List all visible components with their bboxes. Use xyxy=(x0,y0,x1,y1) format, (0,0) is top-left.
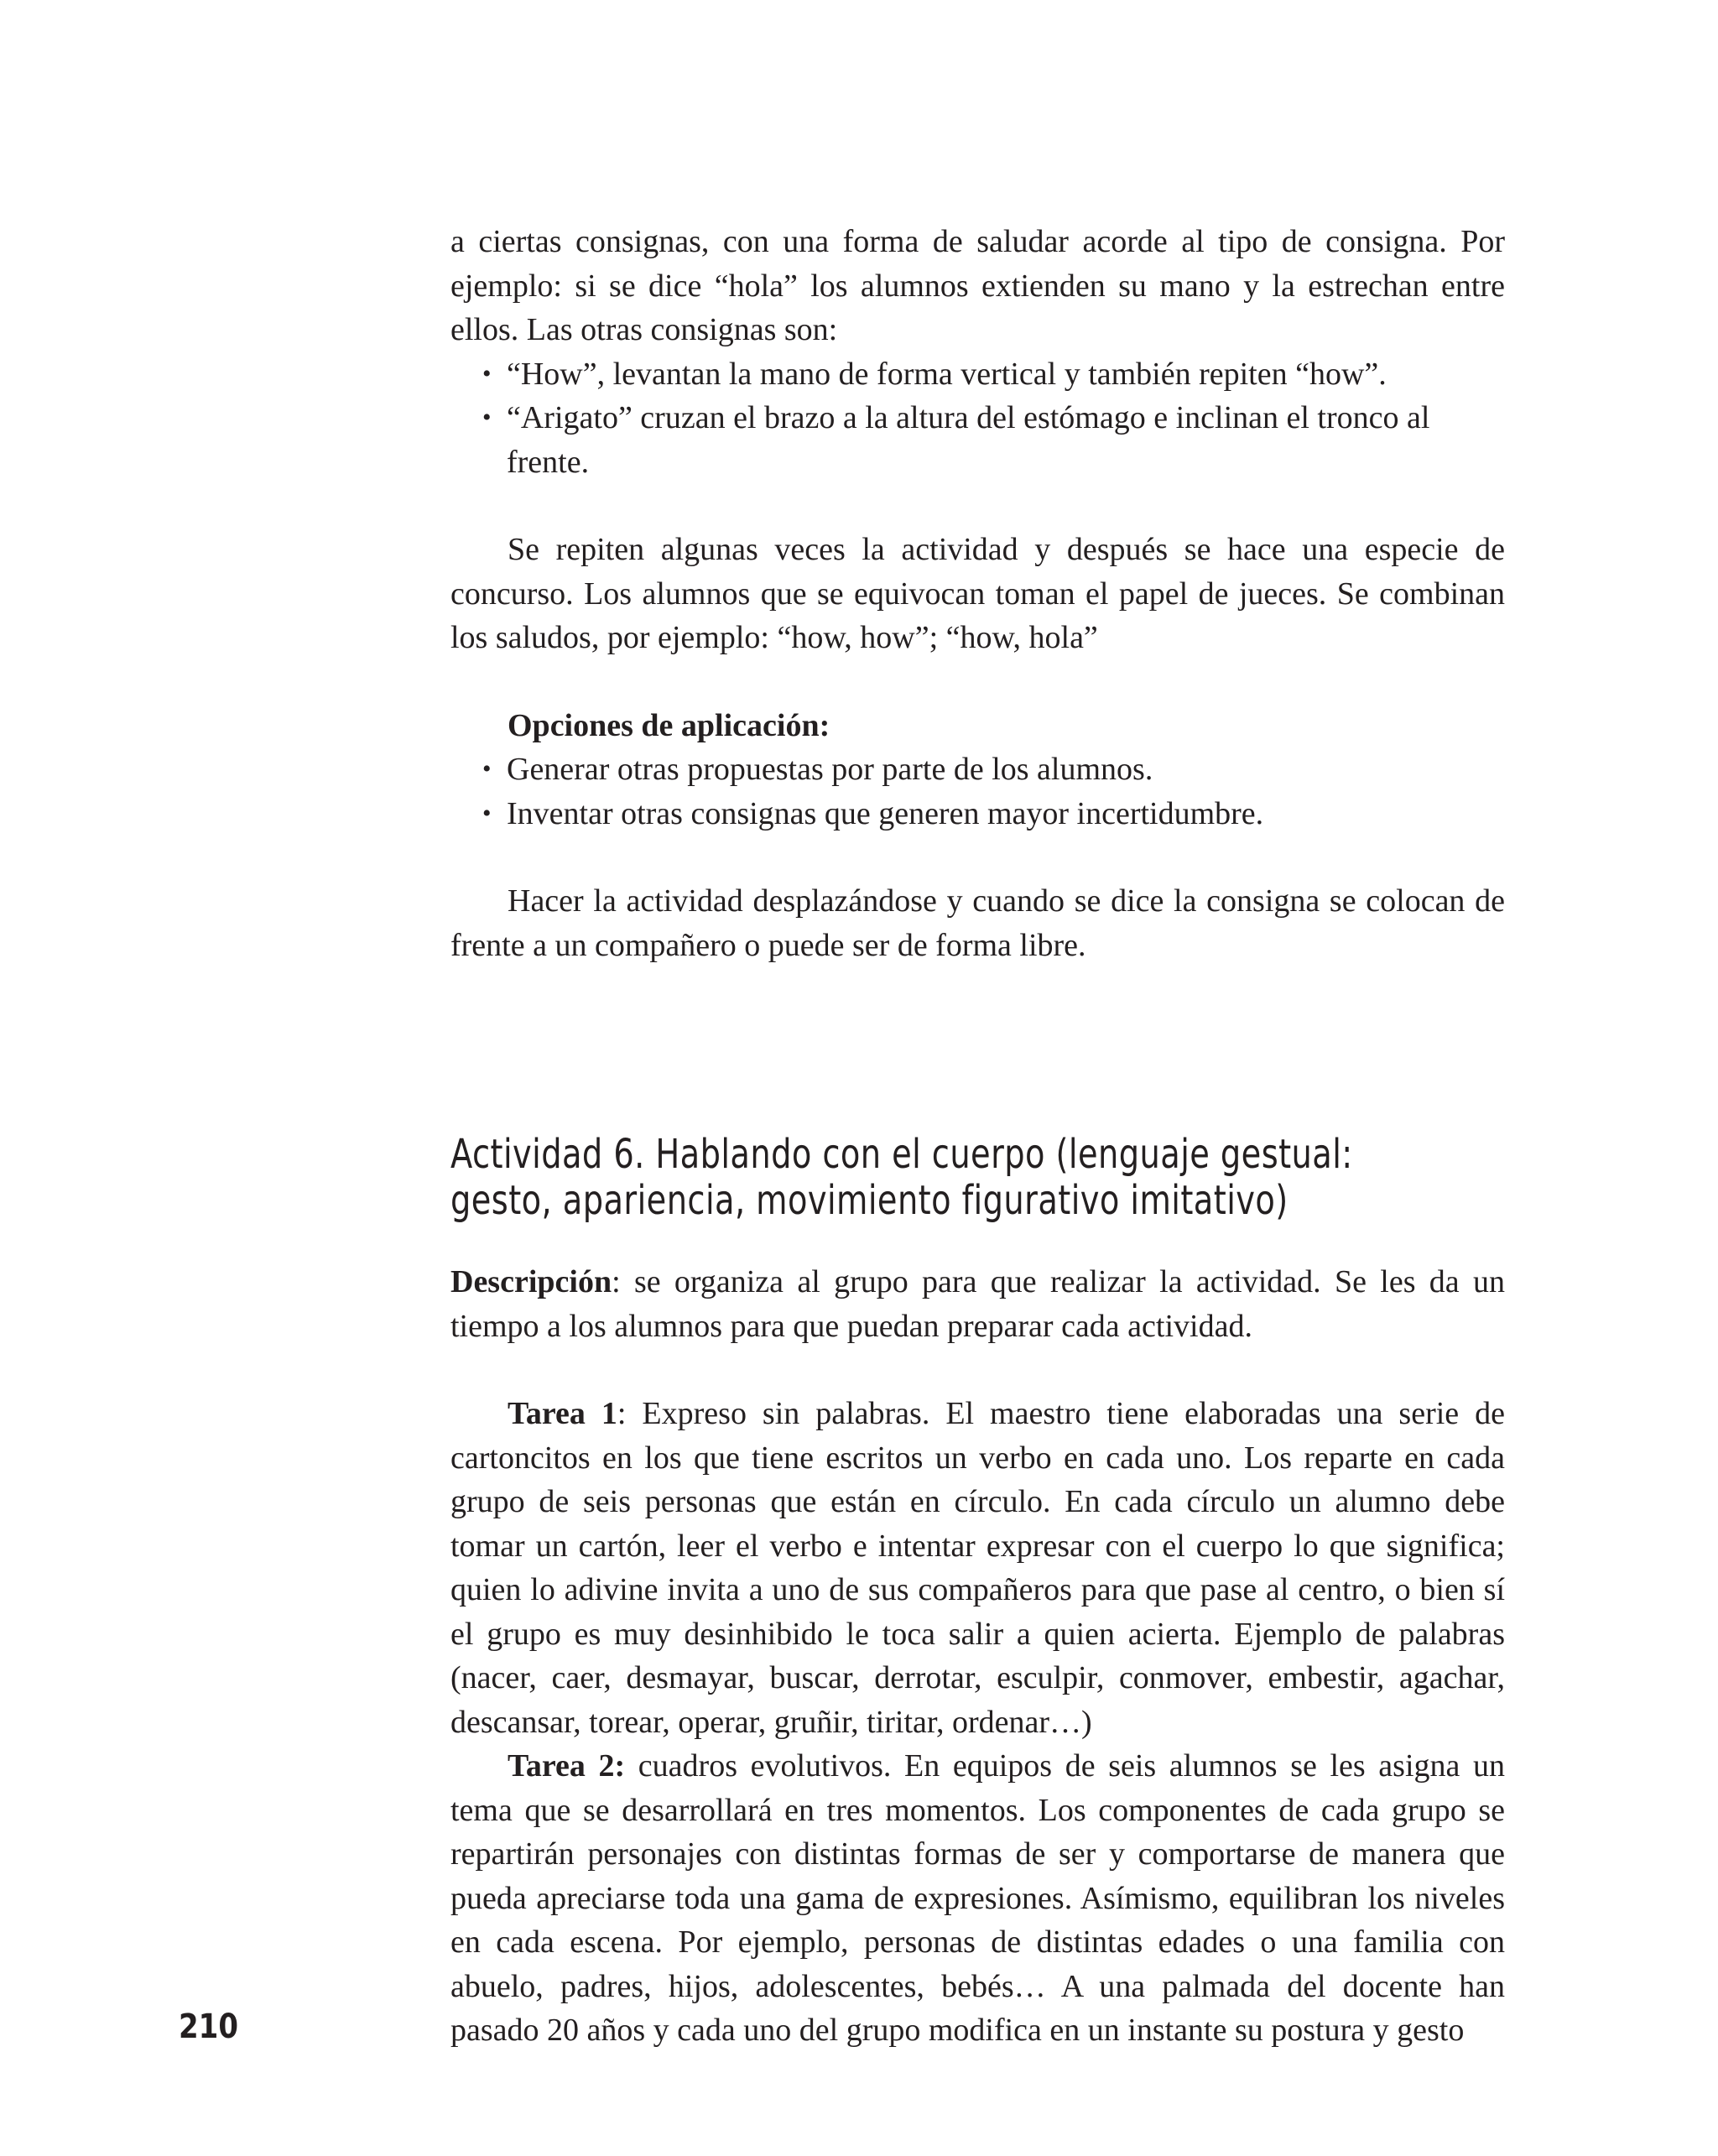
description-text: : se organiza al grupo para que realizar la actividad. Se les da un tiempo a los alumnos para que puedan preparar cada actividad. xyxy=(450,1264,1505,1344)
task1-text: : Expreso sin palabras. El maestro tiene elaboradas una serie de cartoncitos en los que tiene escritos un verbo en cada uno. Los reparte en cada grupo de seis personas que están en círculo. En cada círculo un alumno debe tomar un cartón, leer el verbo e intentar expresar con el cuerpo lo que significa; quien lo adivine invita a uno de sus compañeros para que pase al centro, o bien sí el grupo es muy desinhibido le toca salir a quien acierta. Ejemplo de palabras (nacer, caer, desmayar, buscar, derrotar, esculpir, conmover, embestir, agachar, descansar, torear, operar, gruñir, tiritar, ordenar…) xyxy=(450,1396,1506,1740)
bullet-icon: • xyxy=(482,755,492,783)
repeat-paragraph: Se repiten algunas veces la actividad y después se hace una especie de concurso. Los alumnos que se equivocan toman el papel de jueces. Se combinan los saludos, por ejemplo: “how, how”; “how, hola” xyxy=(450,532,1505,655)
greeting-bullet-item xyxy=(482,396,1505,484)
page-body xyxy=(450,220,1505,2053)
task2-text: cuadros evolutivos. En equipos de seis alumnos se les asigna un tema que se desarrollará en tres momentos. Los componentes de cada grupo se repartirán personajes con distintas formas de ser y comportarse de manera que pueda apreciarse toda una gama de expresiones. Asímismo, equilibran los niveles en cada escena. Por ejemplo, personas de distintas edades o una familia con abuelo, padres, hijos, adolescentes, bebés… A una palmada del docente han pasado 20 años y cada uno del grupo modifica en un instante su postura y gesto xyxy=(450,1748,1505,2048)
bullet-icon: • xyxy=(482,359,492,388)
page-number: 210 xyxy=(179,2008,238,2046)
greeting-bullet-text: “How”, levantan la mano de forma vertical y también repiten “how”. xyxy=(507,356,1387,392)
bullet-icon: • xyxy=(482,404,492,431)
greeting-bullet-text: “Arigato” cruzan el brazo a la altura del estómago e inclinan el tronco al frente. xyxy=(507,400,1430,480)
section-title-line-2: gesto, apariencia, movimiento figurativo imitativo) xyxy=(450,1177,1288,1224)
move-paragraph: Hacer la actividad desplazándose y cuando se dice la consigna se colocan de frente a un compañero o puede ser de forma libre. xyxy=(450,883,1505,963)
section-title-line-1: Actividad 6. Hablando con el cuerpo (lenguaje gestual: xyxy=(450,1131,1353,1178)
options-bullet-item xyxy=(482,792,1505,836)
description-paragraph xyxy=(450,1260,1505,1348)
greeting-bullet-list xyxy=(450,352,1505,485)
options-bullet-item xyxy=(482,747,1505,792)
bullet-icon: • xyxy=(482,799,492,827)
greeting-bullet-item xyxy=(482,352,1505,397)
options-heading: Opciones de aplicación: xyxy=(508,707,830,743)
task2-label: Tarea 2: xyxy=(508,1748,626,1784)
options-bullet-list xyxy=(450,747,1505,836)
section-title xyxy=(450,1132,1505,1224)
top-paragraph: a ciertas consignas, con una forma de saludar acorde al tipo de consigna. Por ejemplo: si se dice “hola” los alumnos extienden su mano y la estrechan entre ellos. Las otras consignas son: xyxy=(450,224,1505,347)
task1-label: Tarea 1 xyxy=(508,1396,617,1431)
options-bullet-text: Inventar otras consignas que generen mayor incertidumbre. xyxy=(507,795,1264,831)
options-bullet-text: Generar otras propuestas por parte de los alumnos. xyxy=(507,752,1153,787)
task1-paragraph xyxy=(450,1392,1505,1744)
description-label: Descripción xyxy=(450,1264,612,1299)
task2-paragraph xyxy=(450,1744,1505,2053)
